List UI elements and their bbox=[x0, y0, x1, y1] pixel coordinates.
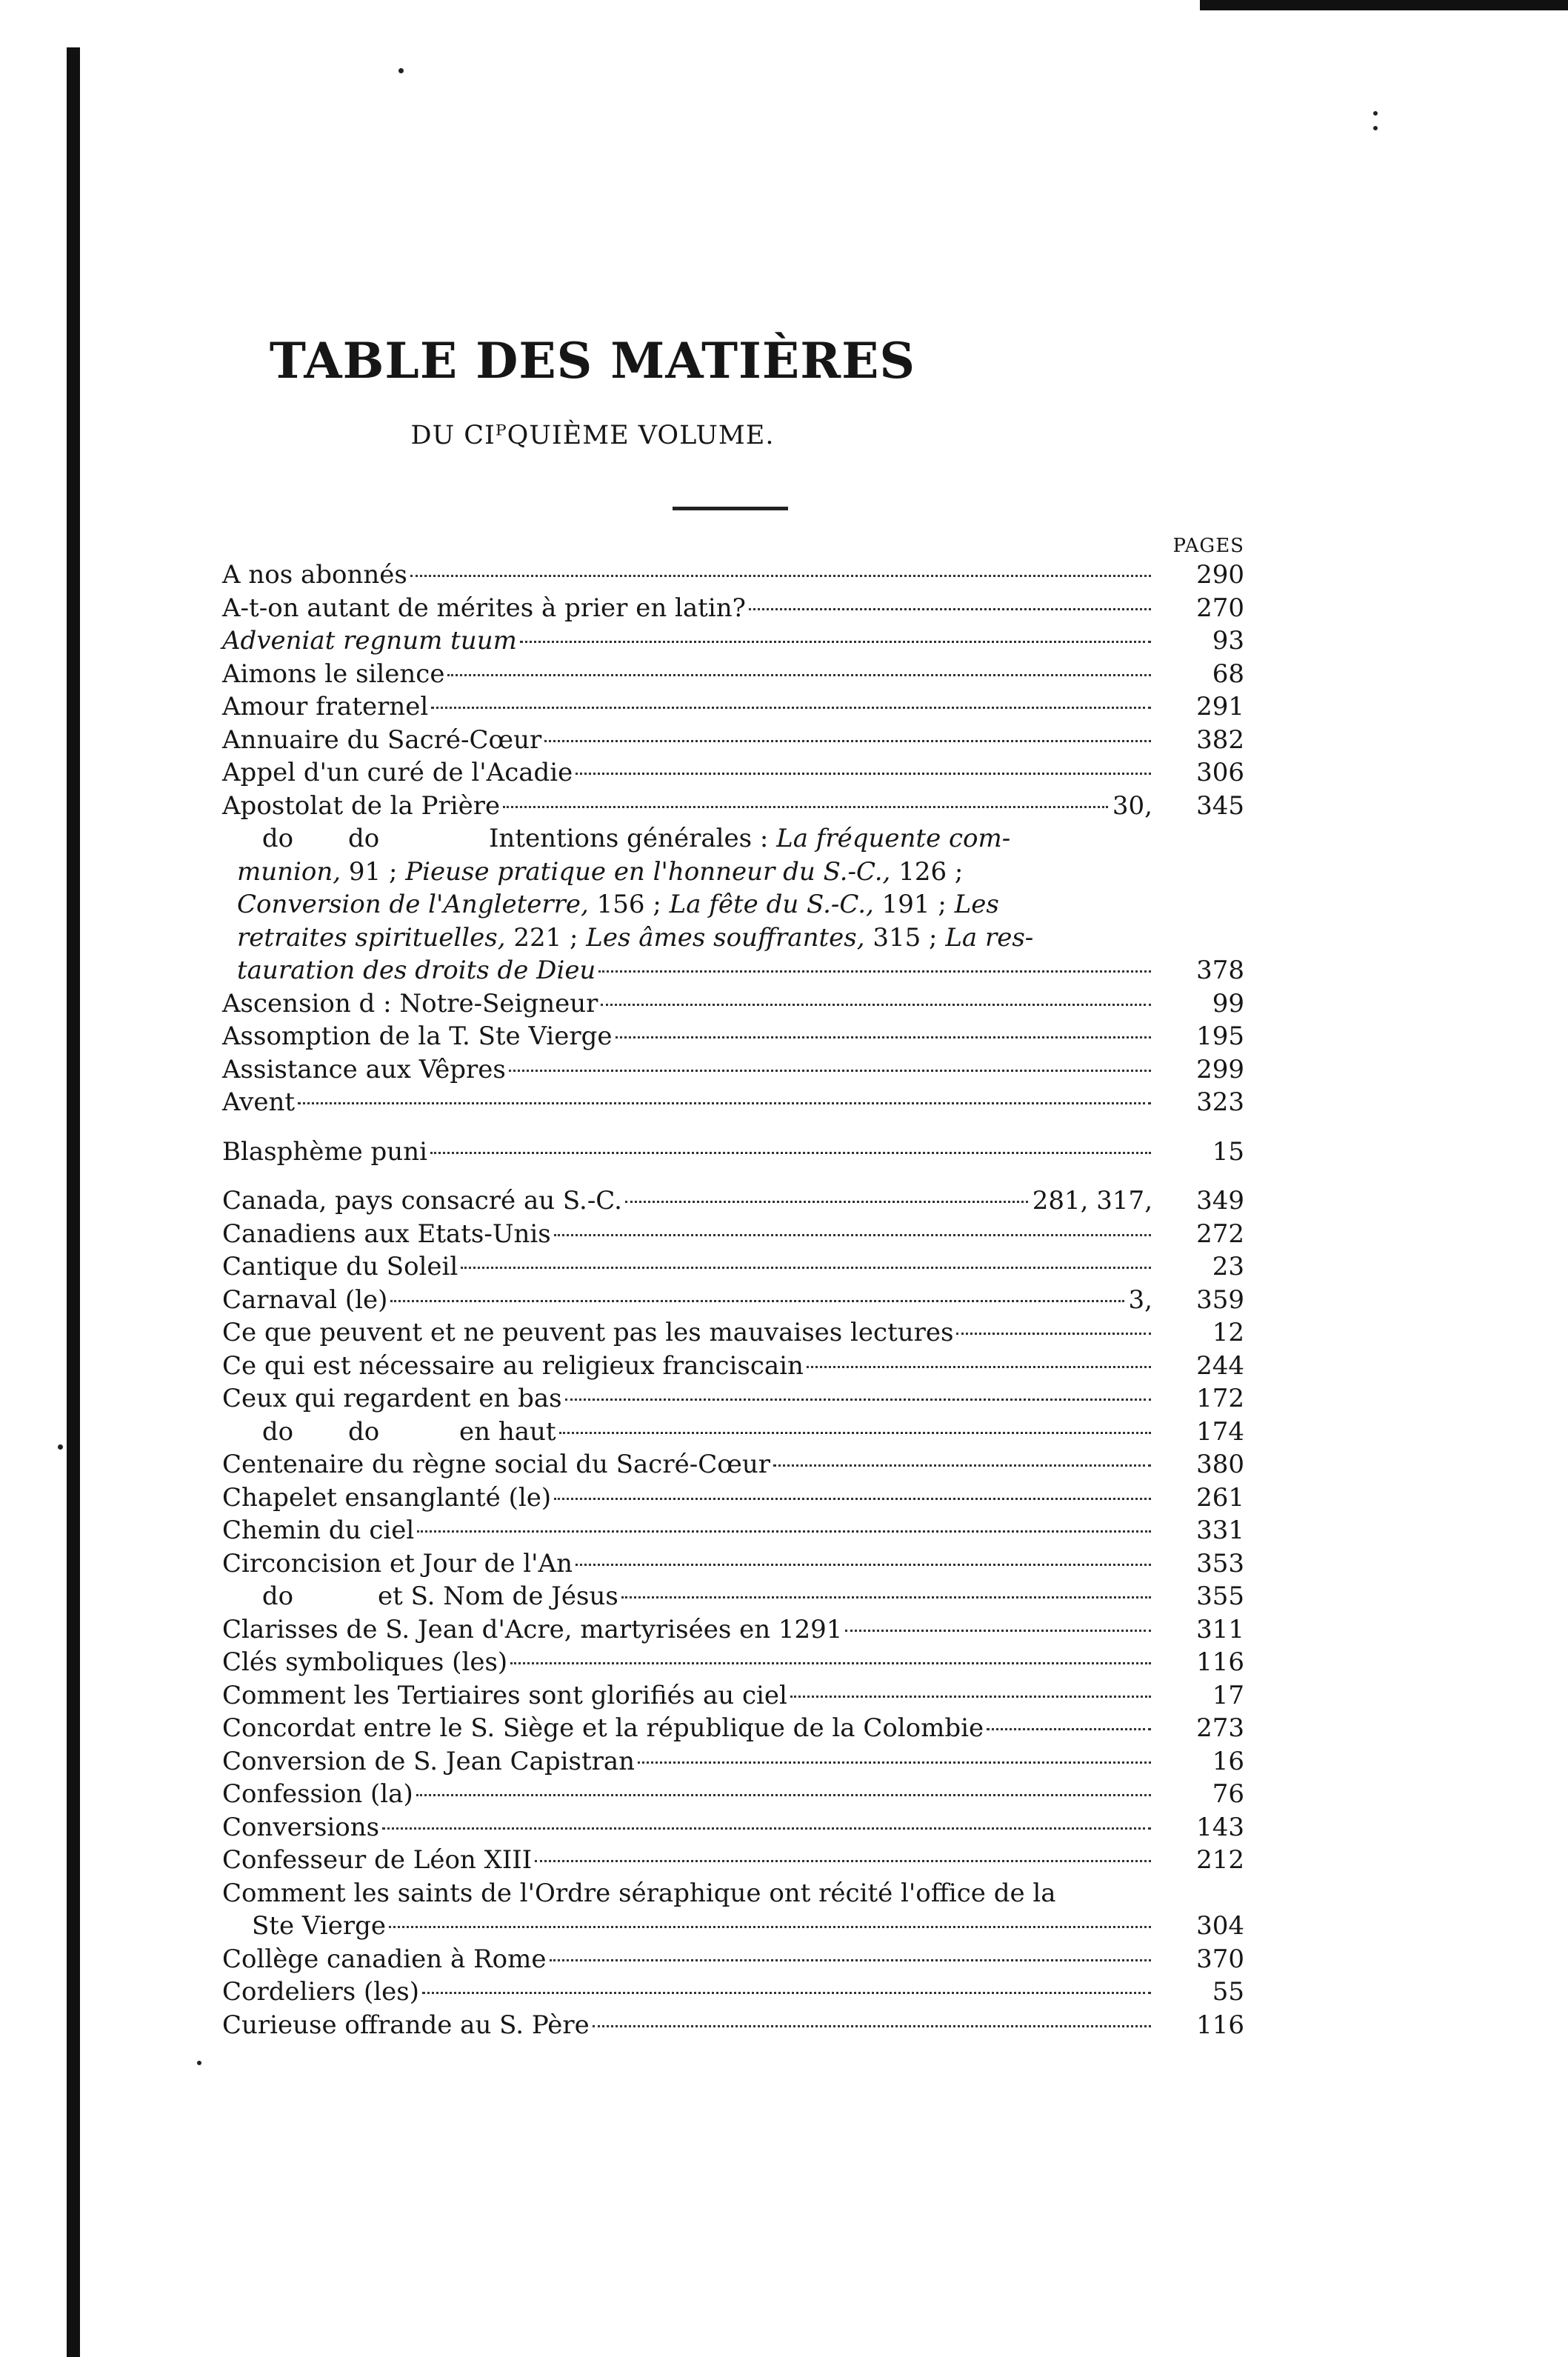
toc-entry-page: 76 bbox=[1212, 1779, 1244, 1809]
toc-entry-title: Aimons le silence bbox=[222, 659, 445, 689]
toc-entry bbox=[222, 1382, 1244, 1416]
toc-text: 191 ; bbox=[881, 890, 947, 919]
toc-entry bbox=[222, 1844, 1244, 1877]
toc-entry-title: Ceux qui regardent en bas bbox=[222, 1384, 562, 1413]
toc-entry-title: Apostolat de la Prière bbox=[222, 790, 501, 821]
toc-entry bbox=[222, 2009, 1244, 2042]
toc-text: La fête du S.-C., bbox=[669, 890, 874, 919]
toc-entry-page: 323 bbox=[1196, 1087, 1244, 1117]
dot-leader bbox=[509, 1070, 1151, 1072]
toc-entry-title: Collège canadien à Rome bbox=[222, 1944, 547, 1974]
dot-leader bbox=[790, 1696, 1151, 1698]
toc-entry-page: 290 bbox=[1196, 560, 1244, 590]
toc-text: Pieuse pratique en l'honneur du S.-C., bbox=[405, 856, 891, 887]
toc-entry-page: 12 bbox=[1212, 1318, 1244, 1347]
toc-entry bbox=[222, 1745, 1244, 1778]
toc-entry-page: 143 bbox=[1196, 1812, 1244, 1842]
scan-speck bbox=[197, 2061, 201, 2065]
dot-leader bbox=[390, 1300, 1124, 1302]
dot-leader bbox=[621, 1596, 1151, 1598]
toc-entry bbox=[222, 1184, 1244, 1218]
toc-entry bbox=[222, 1547, 1244, 1581]
dot-leader bbox=[389, 1926, 1151, 1928]
dot-leader bbox=[461, 1267, 1151, 1269]
toc-group-c-cont bbox=[222, 1943, 1244, 2042]
toc-entry bbox=[222, 1136, 1244, 1169]
toc-entry-page: 349 bbox=[1196, 1186, 1244, 1216]
dot-leader bbox=[773, 1464, 1151, 1467]
dot-leader bbox=[554, 1498, 1151, 1500]
dot-leader bbox=[598, 970, 1151, 973]
toc-entry-title: Amour fraternel bbox=[222, 692, 429, 721]
toc-line bbox=[222, 822, 1244, 856]
dot-leader bbox=[535, 1860, 1151, 1862]
toc-text: Conversion de l'Angleterre, bbox=[237, 890, 589, 919]
toc-entry-page: 272 bbox=[1196, 1218, 1244, 1249]
toc-entry bbox=[222, 1646, 1244, 1679]
dot-leader bbox=[576, 773, 1151, 775]
dot-leader bbox=[559, 1432, 1151, 1434]
toc-entry bbox=[222, 1514, 1244, 1547]
toc-entry-page: 93 bbox=[1212, 626, 1244, 656]
toc-entry-title: Appel d'un curé de l'Acadie bbox=[222, 758, 573, 787]
toc-entry-title: Assomption de la T. Ste Vierge bbox=[222, 1021, 613, 1051]
toc-entry-page: 359 bbox=[1196, 1284, 1244, 1315]
toc-entry bbox=[222, 756, 1244, 790]
toc-entry bbox=[222, 1976, 1244, 2009]
toc-entry-title: Cantique du Soleil bbox=[222, 1252, 458, 1281]
toc-entry-title: Centenaire du règne social du Sacré-Cœur bbox=[222, 1450, 770, 1479]
ditto-mark: do bbox=[261, 824, 294, 853]
toc-entry bbox=[222, 624, 1244, 658]
scan-speck bbox=[58, 1444, 63, 1450]
scan-speck bbox=[1373, 126, 1378, 130]
toc-entry bbox=[222, 1679, 1244, 1713]
toc-entry bbox=[222, 1481, 1244, 1515]
toc-entry bbox=[222, 1448, 1244, 1481]
toc-entry bbox=[222, 1250, 1244, 1284]
toc-entry-page: 261 bbox=[1196, 1482, 1244, 1513]
toc-entry-page: 174 bbox=[1196, 1416, 1244, 1447]
toc-entry-page: 212 bbox=[1196, 1845, 1244, 1875]
toc-text: La fréquente com- bbox=[776, 824, 1011, 853]
ditto-mark: do bbox=[348, 824, 380, 853]
dot-leader bbox=[625, 1201, 1028, 1203]
dot-leader bbox=[749, 608, 1151, 610]
toc-entry-title: Canada, pays consacré au S.-C. bbox=[222, 1186, 622, 1216]
toc-entry-title: Chapelet ensanglanté (le) bbox=[222, 1482, 552, 1513]
dot-leader bbox=[520, 641, 1151, 643]
left-binding-edge bbox=[67, 47, 80, 2357]
toc-entry-page: 116 bbox=[1196, 2010, 1244, 2040]
toc-text: 156 ; bbox=[596, 890, 661, 919]
toc-entry bbox=[222, 690, 1244, 724]
toc-entry-page: 382 bbox=[1196, 724, 1244, 755]
dot-leader bbox=[987, 1728, 1151, 1730]
toc-entry-page: 116 bbox=[1196, 1647, 1244, 1677]
toc-entry-title: Avent bbox=[222, 1087, 296, 1117]
apostolat-subentry bbox=[222, 822, 1244, 987]
toc-entry-title: Ce que peuvent et ne peuvent pas les mauvaises lectures bbox=[222, 1318, 954, 1347]
toc-entry-extra-pages: 281, 317, bbox=[1032, 1186, 1152, 1216]
toc-entry-title: Comment les Tertiaires sont glorifiés au ciel bbox=[222, 1680, 787, 1710]
dot-leader bbox=[638, 1761, 1151, 1764]
toc-entry-title: Chemin du ciel bbox=[222, 1516, 415, 1545]
toc-entry-page: 353 bbox=[1196, 1548, 1244, 1578]
toc-entry bbox=[222, 954, 1244, 987]
toc-entry-title: Adveniat regnum tuum bbox=[222, 626, 517, 656]
toc-text: Les âmes souffrantes, bbox=[586, 922, 865, 953]
toc-entry-title: Confession (la) bbox=[222, 1779, 413, 1809]
page-title: TABLE DES MATIÈRES bbox=[269, 332, 916, 390]
dot-leader bbox=[422, 1992, 1151, 1994]
toc-entry-page: 306 bbox=[1196, 758, 1244, 787]
dot-leader bbox=[431, 707, 1151, 709]
toc-entry-page: 291 bbox=[1196, 692, 1244, 721]
toc-entry-page: 68 bbox=[1212, 659, 1244, 689]
title-divider bbox=[673, 507, 788, 510]
pages-column-header: PAGES bbox=[1172, 535, 1244, 557]
toc-entry bbox=[222, 658, 1244, 691]
toc-entry-page: 15 bbox=[1212, 1136, 1244, 1167]
dot-leader bbox=[845, 1630, 1151, 1632]
toc-group-c bbox=[222, 1184, 1244, 1877]
toc-entry-title: Clés symboliques (les) bbox=[222, 1647, 508, 1677]
dot-leader bbox=[298, 1102, 1151, 1104]
toc-entry-title: Curieuse offrande au S. Père bbox=[222, 2010, 590, 2040]
toc-text: retraites spirituelles, bbox=[237, 922, 506, 953]
dot-leader bbox=[565, 1398, 1151, 1401]
toc-text: 126 ; bbox=[898, 856, 964, 887]
toc-text: Intentions générales : bbox=[489, 824, 769, 853]
toc-entry-page: 23 bbox=[1212, 1252, 1244, 1281]
page-subtitle: DU CIᴾQUIÈME VOLUME. bbox=[410, 421, 775, 450]
dot-leader bbox=[416, 1794, 1151, 1796]
dot-leader bbox=[447, 674, 1151, 676]
toc-entry-title: Ascension d : Notre-Seigneur bbox=[222, 988, 598, 1019]
dot-leader bbox=[417, 1530, 1151, 1533]
toc-entry bbox=[222, 1613, 1244, 1647]
toc-entry bbox=[222, 1778, 1244, 1811]
toc-text: munion, bbox=[237, 856, 341, 887]
toc-entry bbox=[222, 1316, 1244, 1350]
toc-text: 315 ; bbox=[873, 922, 938, 953]
toc-entry bbox=[222, 987, 1244, 1021]
toc-entry-extra-pages: 3, bbox=[1128, 1284, 1152, 1315]
toc-entry bbox=[222, 724, 1244, 757]
toc-entry-page: 17 bbox=[1212, 1680, 1244, 1710]
toc-entry bbox=[222, 559, 1244, 592]
toc-group-a bbox=[222, 559, 1244, 822]
ditto-mark: do bbox=[348, 1416, 380, 1447]
toc-entry-title: Concordat entre le S. Siège et la république de la Colombie bbox=[222, 1713, 984, 1743]
toc-line bbox=[222, 888, 1244, 921]
dot-leader bbox=[576, 1564, 1151, 1566]
toc-entry bbox=[222, 1053, 1244, 1087]
dot-leader bbox=[510, 1662, 1151, 1664]
dot-leader bbox=[807, 1366, 1151, 1368]
toc-entry-page: 270 bbox=[1196, 593, 1244, 623]
toc-entry-title: Circoncision et Jour de l'An bbox=[222, 1548, 573, 1578]
dot-leader bbox=[410, 575, 1151, 577]
dot-leader bbox=[956, 1333, 1151, 1335]
dot-leader bbox=[544, 740, 1151, 742]
toc-text: et S. Nom de Jésus bbox=[378, 1581, 618, 1611]
toc-entry bbox=[222, 1350, 1244, 1383]
toc-entry-title bbox=[222, 1416, 556, 1449]
dot-leader bbox=[430, 1152, 1151, 1154]
toc-entry-page: 99 bbox=[1212, 988, 1244, 1019]
toc-entry bbox=[222, 790, 1244, 823]
toc-entry-title: A-t-on autant de mérites à prier en latin? bbox=[222, 593, 746, 623]
toc-entry-page: 244 bbox=[1196, 1350, 1244, 1381]
toc-entry-page: 195 bbox=[1196, 1021, 1244, 1051]
toc-text: Les bbox=[954, 890, 999, 919]
toc-entry-page: 311 bbox=[1196, 1614, 1244, 1644]
toc-entry-page: 172 bbox=[1196, 1384, 1244, 1413]
scan-speck bbox=[1373, 111, 1378, 116]
toc-text: 221 ; bbox=[513, 922, 578, 953]
toc-entry-title bbox=[222, 1580, 618, 1613]
toc-entry bbox=[222, 1284, 1244, 1317]
toc-entry-title: Clarisses de S. Jean d'Acre, martyrisées en 1291 bbox=[222, 1614, 843, 1644]
toc-entry-page: 370 bbox=[1196, 1944, 1244, 1974]
toc-entry bbox=[222, 1218, 1244, 1251]
toc-entry-page: 331 bbox=[1196, 1516, 1244, 1545]
toc-entry-page: 299 bbox=[1196, 1054, 1244, 1084]
toc-text: La res- bbox=[945, 922, 1034, 953]
toc-text: 91 ; bbox=[348, 856, 398, 887]
dot-leader bbox=[593, 2025, 1151, 2027]
toc-text: en haut bbox=[459, 1416, 556, 1447]
toc-line bbox=[222, 856, 1244, 889]
dot-leader bbox=[615, 1036, 1151, 1039]
toc-entry-title: Cordeliers (les) bbox=[222, 1977, 419, 2007]
toc-entry bbox=[222, 1712, 1244, 1745]
toc-entry-title: Confesseur de Léon XIII bbox=[222, 1845, 533, 1875]
toc-entry-title: Carnaval (le) bbox=[222, 1284, 388, 1315]
toc-entry bbox=[222, 1020, 1244, 1053]
toc-entry-title: Blasphème puni bbox=[222, 1136, 427, 1167]
comment-saints-entry bbox=[222, 1877, 1244, 1943]
dot-leader bbox=[554, 1234, 1151, 1236]
top-right-edge bbox=[1200, 0, 1568, 10]
toc-entry-page: 273 bbox=[1196, 1713, 1244, 1743]
toc-entry-title: Ste Vierge bbox=[252, 1911, 386, 1941]
toc-entry bbox=[222, 1580, 1244, 1613]
dot-leader bbox=[601, 1004, 1151, 1006]
toc-entry-page: 355 bbox=[1196, 1581, 1244, 1611]
toc-entry-title: Conversions bbox=[222, 1812, 380, 1842]
toc-entry-title: Conversion de S. Jean Capistran bbox=[222, 1746, 635, 1776]
toc-entry bbox=[222, 592, 1244, 625]
toc-entry-extra-pages: 30, bbox=[1112, 790, 1152, 821]
toc-entry bbox=[222, 1086, 1244, 1119]
toc-entry-page: 16 bbox=[1212, 1746, 1244, 1776]
toc-entry bbox=[222, 1811, 1244, 1844]
toc-line bbox=[222, 921, 1244, 955]
scan-speck bbox=[398, 68, 404, 73]
toc-entry-page: 345 bbox=[1196, 790, 1244, 821]
toc-entry-page: 55 bbox=[1212, 1977, 1244, 2007]
ditto-mark: do bbox=[261, 1416, 294, 1447]
toc-entry-title: Assistance aux Vêpres bbox=[222, 1054, 506, 1084]
toc-entry-page: 304 bbox=[1196, 1911, 1244, 1941]
toc-entry bbox=[222, 1910, 1244, 1943]
toc-entry-page: 380 bbox=[1196, 1450, 1244, 1479]
toc-group-b bbox=[222, 1136, 1244, 1169]
toc-entry-title: Ce qui est nécessaire au religieux franciscain bbox=[222, 1350, 804, 1381]
table-of-contents bbox=[222, 559, 1244, 2041]
dot-leader bbox=[382, 1827, 1151, 1830]
toc-entry bbox=[222, 1943, 1244, 1976]
ditto-mark: do bbox=[261, 1581, 294, 1611]
dot-leader bbox=[550, 1959, 1151, 1961]
toc-group-a-cont bbox=[222, 987, 1244, 1119]
toc-entry-page: 378 bbox=[1196, 956, 1244, 985]
toc-line: Comment les saints de l'Ordre séraphique ont récité l'office de la bbox=[222, 1878, 1056, 1908]
toc-entry-title: A nos abonnés bbox=[222, 560, 407, 590]
toc-entry-title: tauration des droits de Dieu bbox=[237, 956, 596, 985]
toc-entry bbox=[222, 1416, 1244, 1449]
dot-leader bbox=[503, 806, 1108, 808]
toc-entry-title: Canadiens aux Etats-Unis bbox=[222, 1218, 551, 1249]
toc-entry-title: Annuaire du Sacré-Cœur bbox=[222, 724, 542, 755]
